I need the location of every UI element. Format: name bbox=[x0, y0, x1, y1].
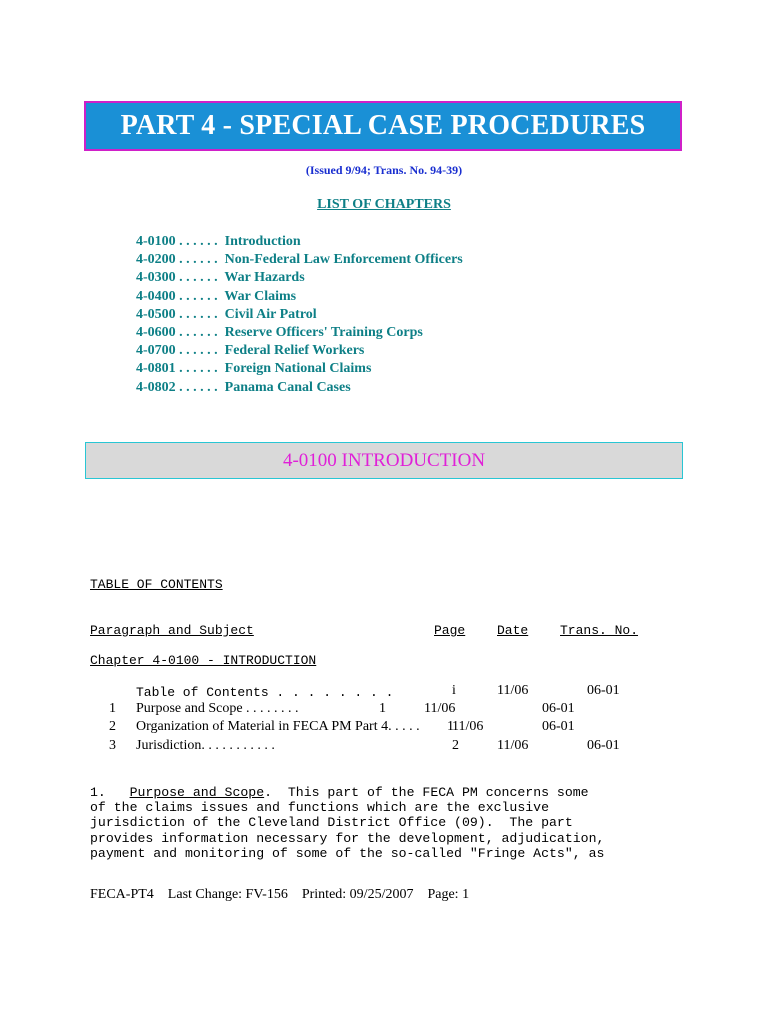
chapter-link[interactable]: 4-0300 . . . . . . War Hazards bbox=[136, 270, 305, 286]
footer-printed: Printed: 09/25/2007 bbox=[301, 887, 414, 902]
toc-row-num: 3 bbox=[109, 738, 116, 753]
paragraph-number: 1. bbox=[90, 785, 106, 800]
chapter-link[interactable]: 4-0100 . . . . . . Introduction bbox=[136, 234, 301, 249]
col-header-subject: Paragraph and Subject bbox=[90, 623, 254, 638]
chapter-link[interactable]: 4-0500 . . . . . . Civil Air Patrol bbox=[136, 306, 317, 322]
list-of-chapters-heading: LIST OF CHAPTERS bbox=[317, 197, 451, 212]
part-title: PART 4 - SPECIAL CASE PROCEDURES bbox=[120, 110, 646, 141]
toc-row-trans: 06-01 bbox=[587, 738, 620, 753]
toc-heading: TABLE OF CONTENTS bbox=[90, 577, 223, 592]
chapter-link[interactable]: 4-0600 . . . . . . Reserve Officers' Training Corps bbox=[136, 325, 423, 341]
toc-row-subject: Organization of Material in FECA PM Part 4. . . . . bbox=[136, 719, 420, 734]
section-title-box bbox=[85, 442, 683, 479]
paragraph-text: payment and monitoring of some of the so-called "Fringe Acts", as bbox=[90, 845, 605, 861]
col-header-date: Date bbox=[497, 623, 529, 638]
chapter-link[interactable]: 4-0802 . . . . . . Panama Canal Cases bbox=[136, 379, 351, 395]
paragraph-text: provides information necessary for the development, adjudication, bbox=[90, 830, 605, 846]
toc-row-subject: Purpose and Scope . . . . . . . . bbox=[136, 701, 299, 716]
footer-page: Page: 1 bbox=[427, 887, 470, 902]
paragraph-purpose-and-scope bbox=[90, 785, 604, 861]
toc-row-trans: 06-01 bbox=[542, 719, 575, 734]
chapter-list bbox=[136, 233, 463, 397]
toc-row-trans: 06-01 bbox=[542, 701, 575, 716]
chapter-link[interactable]: 4-0700 . . . . . . Federal Relief Workers bbox=[136, 343, 365, 359]
paragraph-heading: Purpose and Scope bbox=[129, 785, 265, 800]
col-header-page: Page bbox=[434, 623, 466, 638]
toc-chapter-line: Chapter 4-0100 - INTRODUCTION bbox=[90, 653, 317, 668]
toc-row-num: 2 bbox=[109, 719, 116, 734]
toc-row-date: 11/06 bbox=[424, 701, 456, 716]
toc-row-subject: Jurisdiction. . . . . . . . . . . bbox=[136, 738, 275, 753]
toc-row-page: 1 bbox=[379, 701, 386, 716]
toc-row-page: 2 bbox=[452, 738, 459, 753]
chapter-link[interactable]: 4-0801 . . . . . . Foreign National Claims bbox=[136, 361, 372, 377]
paragraph-text: of the claims issues and functions which are the exclusive bbox=[90, 800, 549, 816]
chapter-link[interactable]: 4-0200 . . . . . . Non-Federal Law Enforcement Officers bbox=[136, 252, 463, 268]
toc-row-page: 1 bbox=[447, 719, 454, 734]
part-title-banner bbox=[84, 101, 682, 151]
footer-doc-id: FECA-PT4 bbox=[90, 887, 154, 902]
col-header-trans: Trans. No. bbox=[560, 623, 639, 638]
paragraph-text: jurisdiction of the Cleveland District Office (09). The part bbox=[90, 815, 573, 831]
page-footer bbox=[90, 887, 469, 903]
issued-note: (Issued 9/94; Trans. No. 94-39) bbox=[305, 163, 463, 177]
toc-row-num: 1 bbox=[109, 701, 116, 716]
footer-last-change: Last Change: FV-156 bbox=[167, 887, 288, 902]
toc-row-page: i bbox=[452, 683, 456, 698]
toc-row-date: 11/06 bbox=[452, 719, 484, 734]
toc-row-trans: 06-01 bbox=[587, 683, 620, 698]
chapter-link[interactable]: 4-0400 . . . . . . War Claims bbox=[136, 288, 297, 304]
toc-row-subject: Table of Contents . . . . . . . . bbox=[136, 685, 394, 700]
toc-row-date: 11/06 bbox=[497, 683, 529, 698]
toc-row-date: 11/06 bbox=[497, 738, 529, 753]
section-title: 4-0100 INTRODUCTION bbox=[282, 449, 486, 471]
paragraph-text: . This part of the FECA PM concerns some bbox=[264, 785, 589, 800]
